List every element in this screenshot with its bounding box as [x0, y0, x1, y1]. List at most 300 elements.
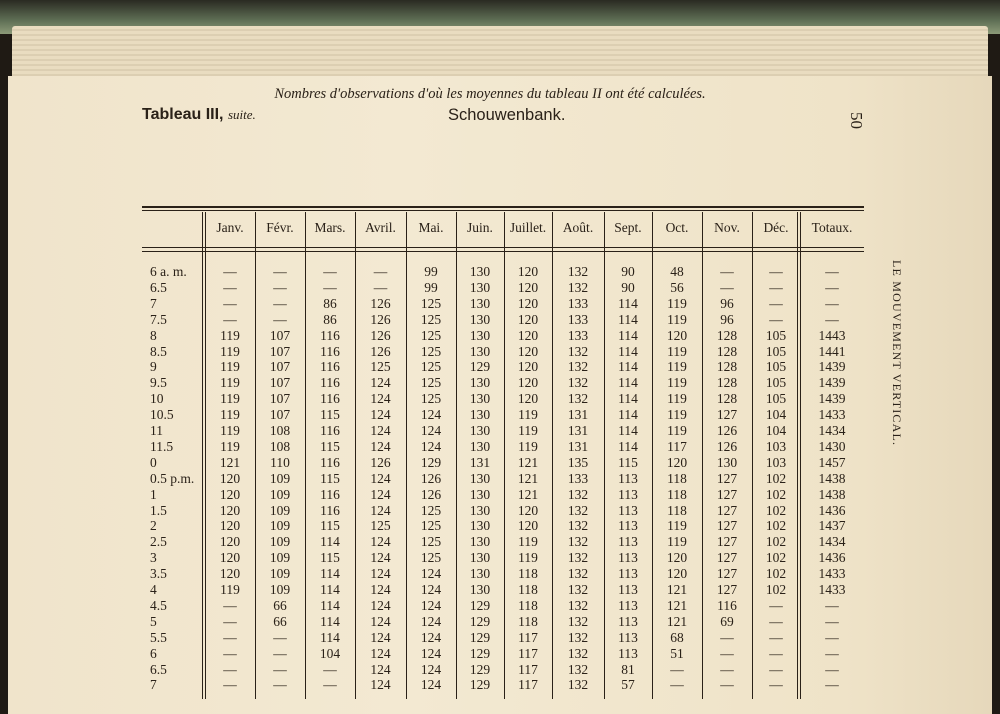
table-cell: 102	[765, 582, 787, 597]
table-cell: 114	[320, 534, 340, 550]
table-cell: 107	[269, 359, 291, 375]
table-cell: 69	[720, 613, 734, 629]
table-cell: 114	[320, 582, 340, 597]
column-header: Oct.	[665, 220, 689, 235]
table-cell: 120	[517, 502, 539, 518]
table-cell: 127	[716, 502, 738, 518]
table-cell: 117	[518, 677, 538, 693]
table-cell: 120	[517, 327, 539, 343]
table-cell: 119	[667, 518, 687, 534]
table-cell: 120	[219, 502, 241, 518]
table-cell: 127	[716, 566, 738, 582]
table-cell: 114	[618, 375, 638, 391]
table-cell: 118	[518, 597, 538, 613]
table-cell: 132	[567, 645, 589, 661]
table-cell: 127	[716, 486, 738, 502]
table-cell: 121	[517, 486, 539, 502]
table-cell: 120	[666, 550, 688, 566]
table-cell: 102	[765, 566, 787, 582]
table-cell: —	[825, 295, 839, 311]
table-cell: 116	[320, 391, 340, 407]
table-cell: 125	[420, 534, 442, 550]
table-cell: 124	[370, 629, 391, 645]
table-cell: 96	[720, 295, 734, 311]
table-cell: 103	[765, 438, 787, 454]
table-cell: 119	[220, 359, 240, 375]
table-cell: 115	[320, 438, 340, 454]
table-cell: —	[769, 645, 783, 661]
table-cell: 124	[420, 423, 442, 438]
table-cell: 116	[320, 375, 340, 391]
table-cell: 120	[219, 470, 241, 486]
table-cell: 109	[269, 582, 291, 597]
table-cell: —	[670, 677, 684, 693]
table-cell: 115	[320, 518, 340, 534]
table-cell: —	[769, 677, 783, 693]
table-cell: 129	[469, 359, 491, 375]
table-cell: 107	[269, 343, 291, 359]
table-cell: 56	[670, 279, 684, 295]
table-cell: —	[223, 311, 237, 327]
table-cell: 132	[567, 582, 589, 597]
table-cell: 119	[518, 423, 538, 438]
table-cell: 102	[765, 486, 787, 502]
table-cell: 130	[469, 502, 491, 518]
table-cell: 119	[220, 375, 240, 391]
table-cell: 1430	[818, 438, 846, 454]
table-cell: —	[769, 264, 783, 279]
column-header: Déc.	[763, 220, 789, 235]
table-cell: 120	[517, 343, 539, 359]
top-rule-thick	[142, 206, 864, 208]
column-header: Févr.	[266, 220, 294, 235]
table-cell: 1439	[818, 391, 846, 407]
table-cell: 124	[420, 677, 442, 693]
column-header: Totaux.	[811, 220, 853, 235]
table-cell: 116	[320, 423, 340, 438]
table-cell: 109	[269, 470, 291, 486]
table-cell: —	[373, 264, 388, 279]
table-cell: 114	[618, 407, 638, 423]
table-cell: 114	[618, 391, 638, 407]
table-cell: —	[223, 279, 237, 295]
table-cell: 132	[567, 375, 589, 391]
table-caption: Nombres d'observations d'où les moyennes du tableau II ont été calculées.	[274, 86, 706, 102]
table-cell: 124	[370, 407, 391, 423]
table-cell: —	[273, 264, 287, 279]
table-cell: 126	[420, 470, 442, 486]
table-cell: —	[769, 597, 783, 613]
table-cell: 116	[320, 486, 340, 502]
table-cell: 119	[220, 391, 240, 407]
table-cell: 132	[567, 359, 589, 375]
table-cell: 132	[567, 343, 589, 359]
table-cell: —	[273, 295, 287, 311]
table-cell: 125	[420, 311, 442, 327]
table-cell: 119	[667, 295, 687, 311]
table-cell: 129	[469, 597, 491, 613]
row-label: 4	[150, 582, 157, 597]
table-cell: 130	[469, 391, 491, 407]
table-cell: 103	[765, 454, 787, 470]
table-cell: 132	[567, 502, 589, 518]
table-cell: 126	[370, 311, 391, 327]
table-cell: 1438	[818, 486, 846, 502]
table-cell: —	[273, 661, 287, 677]
table-cell: 127	[716, 550, 738, 566]
table-cell: 117	[518, 661, 538, 677]
table-cell: 132	[567, 566, 589, 582]
table-cell: 1433	[818, 582, 846, 597]
table-cell: 130	[469, 566, 491, 582]
table-cell: 109	[269, 518, 291, 534]
table-cell: 132	[567, 264, 589, 279]
table-cell: 104	[319, 645, 341, 661]
table-cell: 119	[667, 391, 687, 407]
table-cell: 1439	[818, 359, 846, 375]
table-cell: 119	[667, 407, 687, 423]
top-rule-thin	[142, 210, 864, 211]
table-cell: 105	[765, 359, 787, 375]
table-cell: 109	[269, 502, 291, 518]
table-cell: 130	[469, 438, 491, 454]
table-cell: 118	[667, 502, 687, 518]
row-label: 4.5	[150, 597, 167, 613]
table-cell: 116	[717, 597, 737, 613]
table-cell: 124	[370, 423, 391, 438]
table-cell: 114	[618, 311, 638, 327]
table-cell: 110	[270, 454, 290, 470]
table-cell: 130	[469, 295, 491, 311]
table-cell: 120	[517, 359, 539, 375]
table-cell: 131	[567, 423, 589, 438]
table-cell: 120	[517, 375, 539, 391]
table-cell: 128	[716, 391, 738, 407]
table-cell: 115	[320, 407, 340, 423]
table-cell: 128	[716, 375, 738, 391]
table-cell: —	[825, 613, 839, 629]
table-cell: 102	[765, 470, 787, 486]
table-cell: —	[825, 311, 839, 327]
table-cell: 124	[370, 375, 391, 391]
table-cell: 108	[269, 423, 291, 438]
table-cell: —	[720, 279, 734, 295]
table-cell: 133	[567, 470, 589, 486]
table-cell: 1439	[818, 375, 846, 391]
column-header: Sept.	[614, 220, 642, 235]
table-cell: 129	[469, 661, 491, 677]
table-cell: 130	[469, 375, 491, 391]
table-cell: 131	[567, 438, 589, 454]
table-cell: 114	[320, 629, 340, 645]
table-cell: 130	[469, 311, 491, 327]
table-cell: 125	[420, 502, 442, 518]
table-cell: 124	[370, 613, 391, 629]
table-cell: —	[323, 279, 337, 295]
table-cell: —	[825, 629, 839, 645]
table-label	[142, 106, 256, 124]
table-cell: 130	[469, 486, 491, 502]
row-label: 2.5	[150, 534, 167, 550]
table-cell: 124	[370, 645, 391, 661]
table-cell: 116	[320, 327, 340, 343]
table-cell: 119	[518, 438, 538, 454]
table-cell: 129	[469, 645, 491, 661]
table-cell: 116	[320, 359, 340, 375]
page-number: 50	[847, 112, 866, 129]
table-cell: 81	[621, 661, 635, 677]
table-cell: 132	[567, 534, 589, 550]
table-cell: 125	[420, 295, 442, 311]
table-cell: 130	[469, 279, 491, 295]
table-cell: 130	[716, 454, 738, 470]
table-cell: 132	[567, 518, 589, 534]
table-cell: 126	[716, 423, 738, 438]
table-cell: —	[825, 264, 839, 279]
column-header: Janv.	[216, 220, 244, 235]
table-cell: 119	[667, 423, 687, 438]
table-cell: 1443	[818, 327, 846, 343]
row-label: 5	[150, 613, 157, 629]
table-cell: 117	[667, 438, 687, 454]
table-cell: 128	[716, 327, 738, 343]
table-cell: —	[273, 677, 287, 693]
table-cell: 132	[567, 391, 589, 407]
table-cell: 124	[370, 582, 391, 597]
table-cell: 119	[220, 582, 240, 597]
table-cell: 1433	[818, 566, 846, 582]
table-cell: 127	[716, 470, 738, 486]
table-cell: —	[273, 279, 287, 295]
table-cell: —	[825, 677, 839, 693]
table-cell: 96	[720, 311, 734, 327]
table-cell: 114	[320, 597, 340, 613]
table-cell: 99	[424, 264, 438, 279]
table-cell: 86	[323, 311, 337, 327]
table-cell: 127	[716, 582, 738, 597]
table-cell: 125	[420, 375, 442, 391]
table-cell: 124	[420, 407, 442, 423]
table-cell: 120	[666, 566, 688, 582]
table-cell: 105	[765, 375, 787, 391]
table-cell: 121	[666, 582, 688, 597]
table-cell: 125	[420, 327, 442, 343]
table-cell: 113	[618, 470, 638, 486]
table-cell: 124	[370, 438, 391, 454]
table-cell: —	[720, 629, 734, 645]
table-cell: —	[769, 311, 783, 327]
table-cell: 118	[518, 582, 538, 597]
table-cell: 57	[621, 677, 635, 693]
table-cell: —	[273, 629, 287, 645]
table-cell: 68	[670, 629, 684, 645]
table-cell: 130	[469, 264, 491, 279]
table-cell: 130	[469, 423, 491, 438]
table-cell: 114	[618, 438, 638, 454]
table-cell: 124	[420, 613, 442, 629]
table-cell: 102	[765, 534, 787, 550]
table-cell: 130	[469, 534, 491, 550]
table-cell: 121	[666, 597, 688, 613]
table-cell: 127	[716, 407, 738, 423]
table-cell: 114	[618, 327, 638, 343]
row-label: 10	[150, 391, 164, 407]
table-cell: —	[373, 279, 388, 295]
row-label: 0	[150, 454, 157, 470]
table-cell: 129	[469, 677, 491, 693]
table-cell: —	[223, 295, 237, 311]
column-separator	[202, 212, 203, 699]
table-cell: 124	[420, 645, 442, 661]
table-cell: 120	[517, 518, 539, 534]
row-label: 9	[150, 359, 157, 375]
row-label: 0.5 p.m.	[150, 470, 195, 486]
table-cell: 119	[220, 423, 240, 438]
table-cell: 118	[667, 470, 687, 486]
table-cell: 1441	[818, 343, 846, 359]
table-cell: 121	[666, 613, 688, 629]
table-cell: 119	[220, 407, 240, 423]
row-label: 7	[150, 677, 157, 693]
table-cell: 127	[716, 518, 738, 534]
row-label: 5.5	[150, 629, 167, 645]
table-cell: 113	[618, 502, 638, 518]
table-cell: 119	[518, 407, 538, 423]
table-cell: 107	[269, 391, 291, 407]
table-cell: —	[273, 311, 287, 327]
table-cell: 1434	[818, 423, 846, 438]
table-cell: —	[223, 613, 237, 629]
table-cell: 51	[670, 645, 684, 661]
table-cell: 114	[618, 423, 638, 438]
table-cell: 132	[567, 550, 589, 566]
table-cell: 109	[269, 486, 291, 502]
table-cell: 115	[320, 470, 340, 486]
table-cell: 119	[667, 359, 687, 375]
table-cell: 115	[320, 550, 340, 566]
table-cell: 119	[667, 534, 687, 550]
table-cell: 114	[320, 566, 340, 582]
row-label: 8	[150, 327, 157, 343]
table-cell: 124	[370, 502, 391, 518]
table-cell: 118	[518, 613, 538, 629]
table-cell: 113	[618, 645, 638, 661]
table-cell: 131	[567, 407, 589, 423]
table-cell: 119	[667, 375, 687, 391]
column-header: Juillet.	[509, 220, 547, 235]
table-cell: 125	[420, 359, 442, 375]
table-cell: 119	[518, 550, 538, 566]
table-cell: 124	[370, 677, 391, 693]
table-cell: 125	[370, 359, 391, 375]
table-cell: —	[223, 629, 237, 645]
station-name: Schouwenbank.	[448, 106, 566, 124]
row-label: 3.5	[150, 566, 167, 582]
table-cell: 124	[370, 566, 391, 582]
table-cell: 120	[219, 486, 241, 502]
row-label: 2	[150, 518, 157, 534]
table-cell: 119	[220, 343, 240, 359]
table-cell: —	[769, 629, 783, 645]
table-cell: —	[825, 661, 839, 677]
table-cell: 124	[370, 550, 391, 566]
row-label: 7	[150, 295, 157, 311]
table-cell: 126	[716, 438, 738, 454]
table-cell: 116	[320, 343, 340, 359]
table-cell: 125	[420, 343, 442, 359]
table-number: Tableau III,	[142, 106, 224, 123]
header-rule-2	[142, 251, 864, 252]
table-cell: 124	[370, 470, 391, 486]
table-cell: 130	[469, 550, 491, 566]
table-cell: 113	[618, 550, 638, 566]
table-cell: 130	[469, 327, 491, 343]
row-label: 6.5	[150, 279, 167, 295]
table-cell: 124	[420, 597, 442, 613]
table-cell: 132	[567, 613, 589, 629]
table-cell: 1437	[818, 518, 846, 534]
table-cell: 118	[518, 566, 538, 582]
table-cell: 135	[567, 454, 589, 470]
table-cell: 132	[567, 677, 589, 693]
table-cell: 132	[567, 629, 589, 645]
table-cell: —	[323, 677, 337, 693]
table-cell: 127	[716, 534, 738, 550]
table-cell: 1436	[818, 502, 846, 518]
column-header: Août.	[562, 220, 594, 235]
table-cell: 116	[320, 502, 340, 518]
table-cell: 124	[370, 661, 391, 677]
row-label: 11	[150, 423, 163, 438]
row-label: 6	[150, 645, 157, 661]
table-cell: 120	[517, 279, 539, 295]
table-cell: 120	[517, 391, 539, 407]
row-label: 8.5	[150, 343, 167, 359]
table-cell: —	[223, 661, 237, 677]
table-cell: 124	[370, 391, 391, 407]
table-cell: —	[223, 264, 237, 279]
table-cell: 1438	[818, 470, 846, 486]
table-cell: 107	[269, 375, 291, 391]
table-cell: 125	[420, 391, 442, 407]
row-label: 7.5	[150, 311, 167, 327]
table-cell: 102	[765, 502, 787, 518]
table-cell: 105	[765, 327, 787, 343]
table-cell: 86	[323, 295, 337, 311]
column-header: Juin.	[467, 220, 493, 235]
table-cell: —	[273, 645, 287, 661]
table-cell: 104	[765, 423, 787, 438]
row-label: 10.5	[150, 407, 174, 423]
table-cell: 130	[469, 470, 491, 486]
table-cell: 120	[517, 295, 539, 311]
table-cell: 132	[567, 486, 589, 502]
column-header: Mai.	[418, 220, 444, 235]
table-cell: 113	[618, 534, 638, 550]
table-cell: 105	[765, 343, 787, 359]
table-cell: 66	[273, 613, 287, 629]
table-cell: 124	[370, 486, 391, 502]
row-label: 3	[150, 550, 157, 566]
table-cell: 48	[670, 264, 684, 279]
table-cell: 128	[716, 359, 738, 375]
table-cell: 129	[469, 613, 491, 629]
running-head: LE MOUVEMENT VERTICAL.	[890, 260, 904, 447]
table-cell: 109	[269, 566, 291, 582]
table-cell: —	[769, 295, 783, 311]
table-cell: 109	[269, 550, 291, 566]
table-cell: 126	[370, 454, 391, 470]
